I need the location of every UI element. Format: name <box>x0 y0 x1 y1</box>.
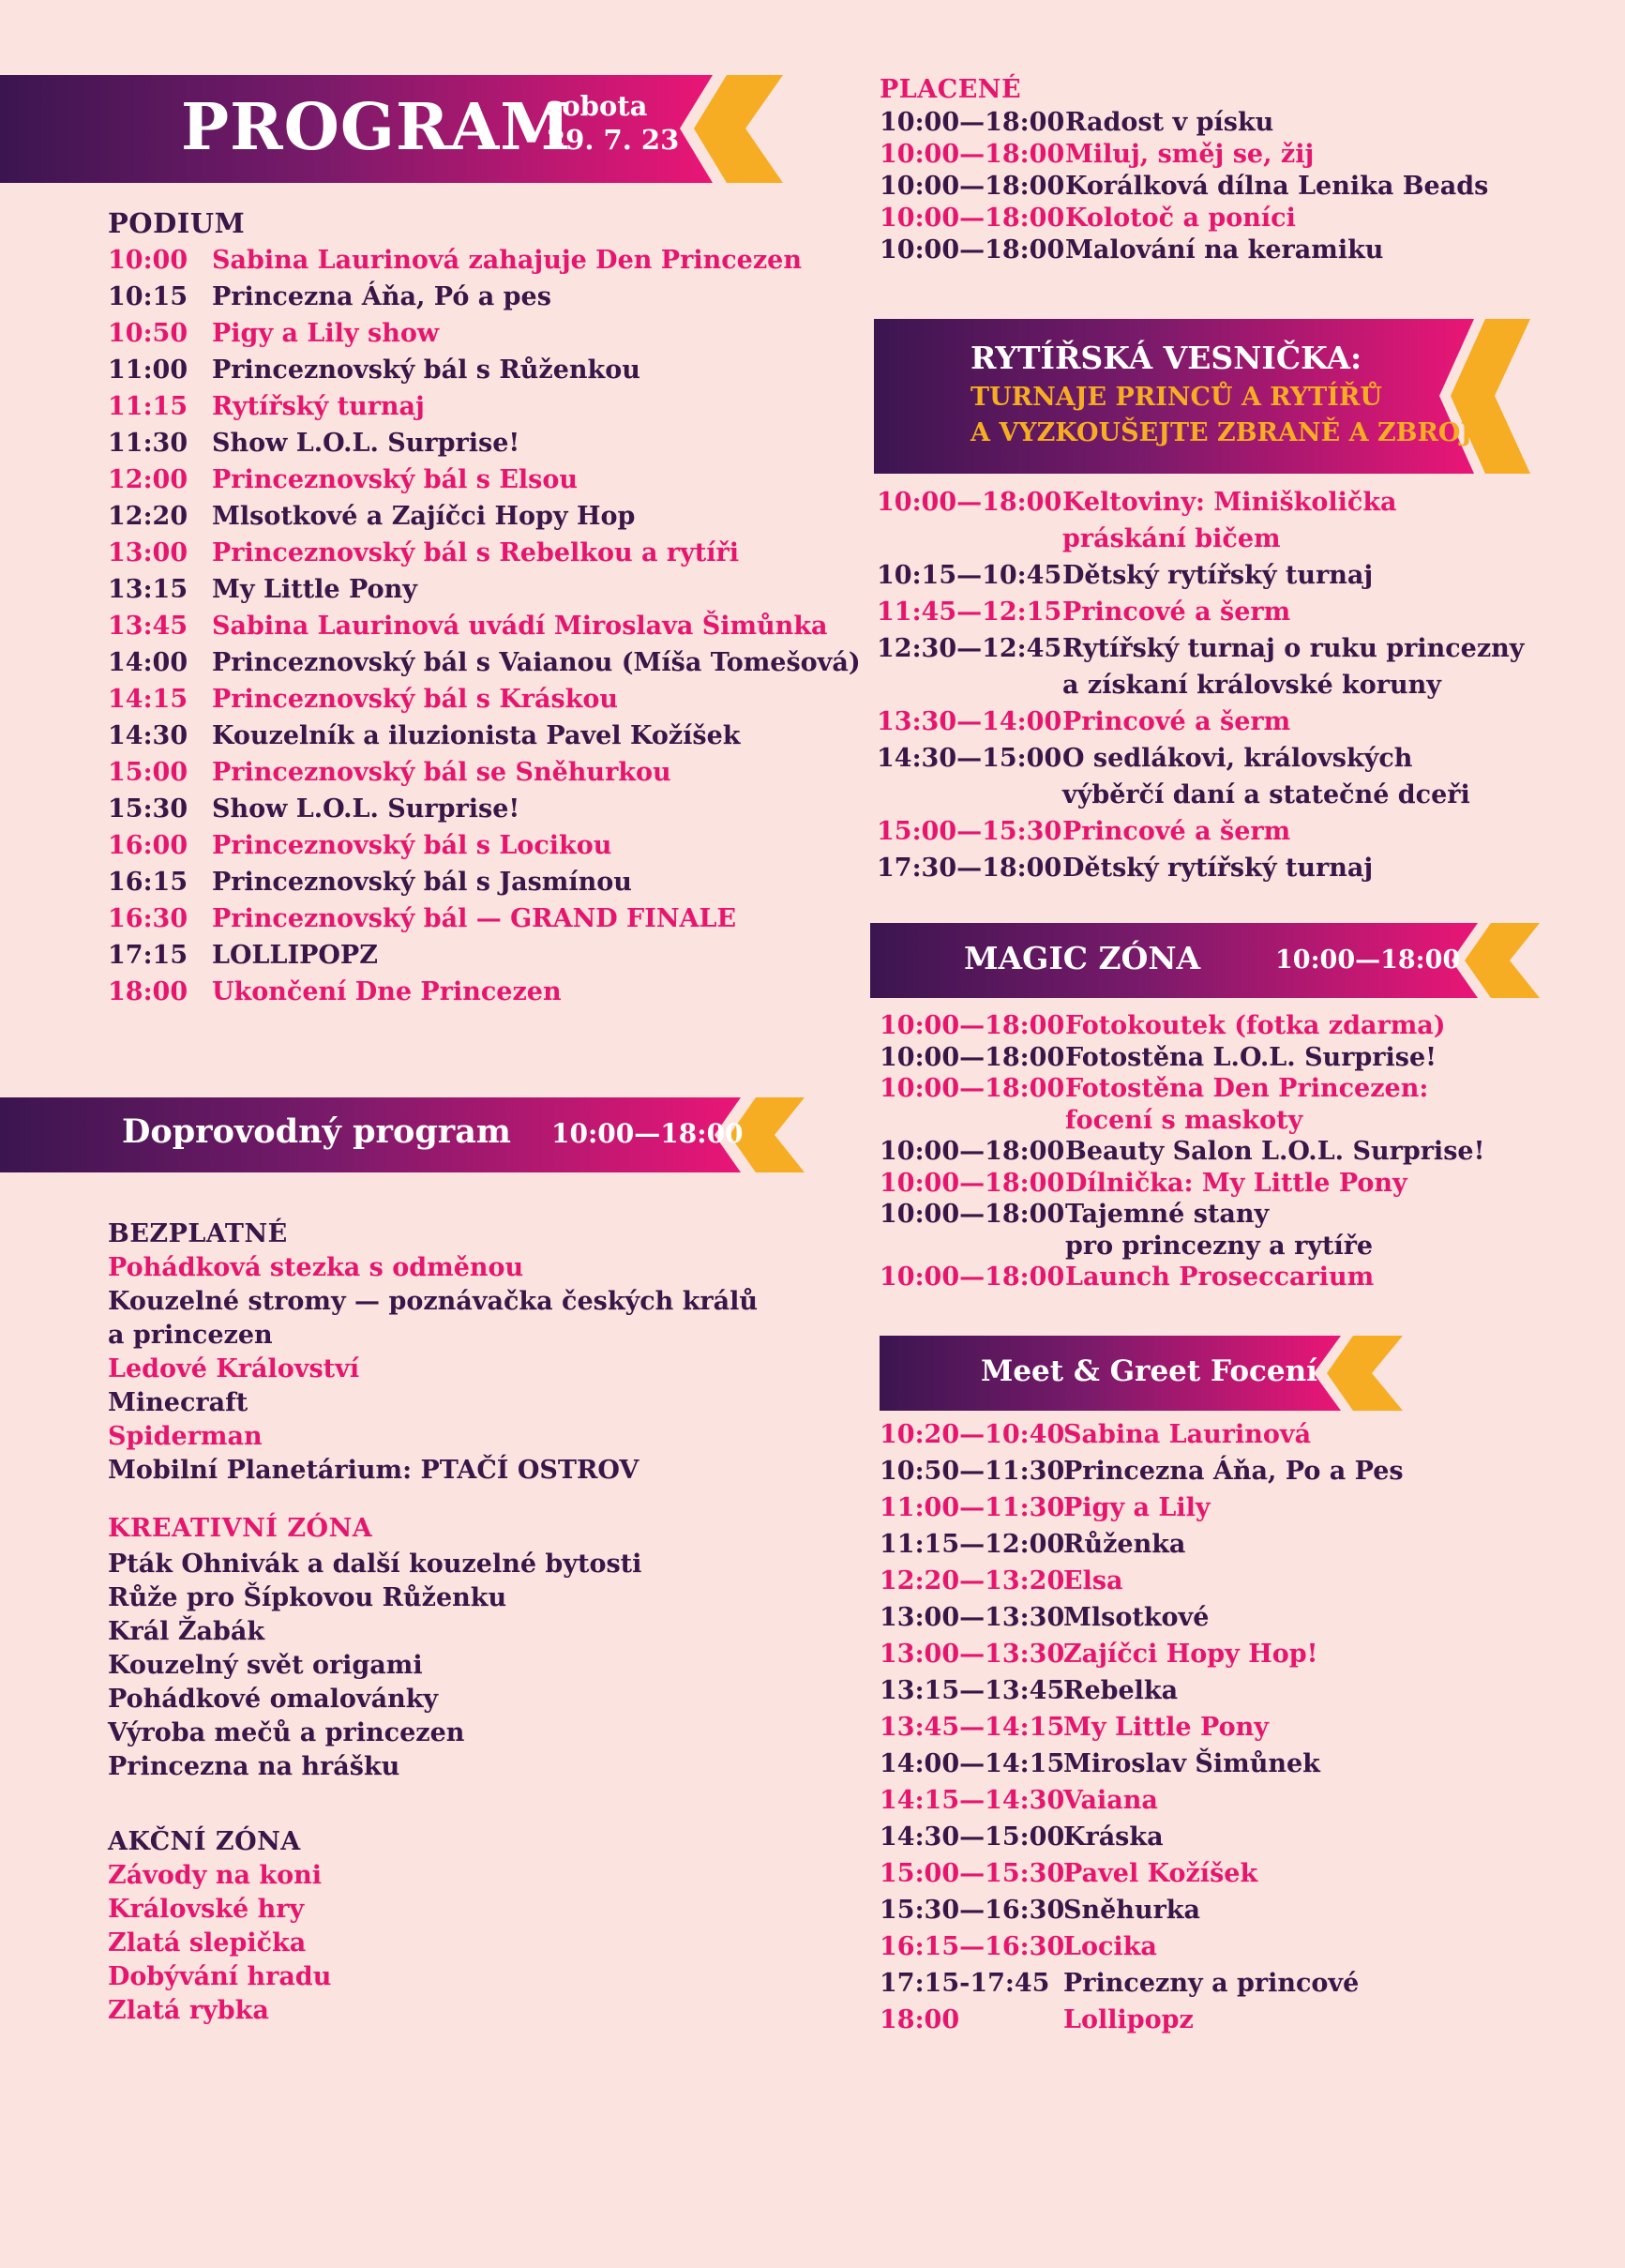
schedule-event: Tajemné stany <box>1065 1200 1270 1229</box>
schedule-row <box>880 1786 1592 1822</box>
schedule-row <box>877 488 1589 561</box>
schedule-row <box>108 904 839 941</box>
schedule-event: O sedlákovi, královských <box>1062 744 1413 773</box>
list-item: Pohádkové omalovánky <box>108 1685 439 1714</box>
meet-banner <box>880 1336 1407 1411</box>
list-item: Zlatá slepička <box>108 1928 307 1958</box>
schedule-time: 14:30—15:00 <box>880 1822 1065 1852</box>
schedule-event: Sabina Laurinová <box>1063 1420 1312 1449</box>
schedule-time: 16:15 <box>108 868 188 897</box>
schedule-event: Launch Proseccarium <box>1065 1263 1375 1292</box>
schedule-event-continued: focení s maskoty <box>1065 1105 1303 1135</box>
schedule-event: Korálková dílna Lenika Beads <box>1065 172 1489 201</box>
schedule-event: Rytířský turnaj <box>212 392 425 421</box>
schedule-row <box>877 707 1589 744</box>
schedule-event: LOLLIPOPZ <box>212 941 378 970</box>
schedule-event: Zajíčci Hopy Hop! <box>1063 1640 1318 1669</box>
schedule-row <box>880 1420 1592 1457</box>
schedule-time: 13:30—14:00 <box>877 707 1062 736</box>
magic-title: MAGIC ZÓNA <box>964 940 1201 976</box>
program-day: sobota <box>547 90 648 122</box>
schedule-row <box>880 1749 1592 1786</box>
schedule-event: Fotostěna L.O.L. Surprise! <box>1065 1042 1437 1072</box>
schedule-event: Princové a šerm <box>1062 817 1291 846</box>
schedule-event: Radost v písku <box>1065 108 1274 137</box>
schedule-time: 18:00 <box>108 977 188 1006</box>
schedule-event: Vaiana <box>1063 1786 1158 1815</box>
schedule-event: Princeznovský bál s Elsou <box>212 465 578 494</box>
schedule-time: 15:00 <box>108 758 188 787</box>
schedule-row <box>880 172 1592 204</box>
list-item: Dobývání hradu <box>108 1962 332 1991</box>
schedule-event: Mlsotkové <box>1063 1603 1210 1632</box>
schedule-time: 10:00—18:00 <box>880 1263 1065 1292</box>
schedule-event: Show L.O.L. Surprise! <box>212 794 520 824</box>
list-item: Minecraft <box>108 1388 248 1417</box>
schedule-event: Fotostěna Den Princezen: <box>1065 1074 1429 1103</box>
schedule-event: Princezna Áňa, Pó a pes <box>212 282 551 311</box>
schedule-time: 11:15—12:00 <box>880 1530 1065 1559</box>
schedule-time: 10:00—18:00 <box>880 1074 1065 1103</box>
schedule-event: Dětský rytířský turnaj <box>1062 561 1374 590</box>
schedule-time: 10:00—18:00 <box>877 488 1062 517</box>
schedule-row <box>108 721 839 758</box>
schedule-event: Princeznovský bál s Rebelkou a rytíři <box>212 538 740 567</box>
schedule-event: Fotokoutek (fotka zdarma) <box>1065 1011 1446 1040</box>
schedule-time: 10:00 <box>108 246 188 275</box>
schedule-event: Princezny a princové <box>1063 1969 1360 1998</box>
schedule-row <box>880 1896 1592 1932</box>
schedule-time: 13:00 <box>108 538 188 567</box>
schedule-event: Dílnička: My Little Pony <box>1065 1168 1407 1198</box>
list-item: Královské hry <box>108 1895 305 1924</box>
schedule-row <box>880 1640 1592 1676</box>
schedule-row <box>108 246 839 282</box>
placene-schedule <box>880 108 1592 267</box>
schedule-time: 13:00—13:30 <box>880 1603 1065 1632</box>
schedule-event: Miluj, směj se, žij <box>1065 140 1315 169</box>
schedule-row <box>880 1169 1592 1201</box>
program-banner <box>0 75 788 183</box>
schedule-event: Locika <box>1063 1932 1157 1961</box>
schedule-event-continued: pro princezny a rytíře <box>1065 1231 1374 1261</box>
schedule-event: Rytířský turnaj o ruku princezny <box>1062 634 1525 663</box>
list-item: Růže pro Šípkovou Růženku <box>108 1583 507 1612</box>
schedule-row <box>877 817 1589 854</box>
schedule-row <box>880 1603 1592 1640</box>
placene-heading: PLACENÉ <box>880 75 1022 104</box>
magic-schedule <box>880 1011 1592 1294</box>
magic-time: 10:00—18:00 <box>1275 945 1461 975</box>
rytirska-schedule <box>877 488 1589 890</box>
podium-schedule <box>108 246 861 1014</box>
schedule-row <box>880 235 1592 267</box>
list-item: Pohádková stezka s odměnou <box>108 1253 524 1282</box>
schedule-time: 15:30—16:30 <box>880 1896 1065 1925</box>
schedule-row <box>108 575 839 612</box>
schedule-time: 10:00—18:00 <box>880 1200 1065 1229</box>
schedule-time: 17:15 <box>108 941 188 970</box>
schedule-row <box>880 108 1592 140</box>
schedule-time: 10:00—18:00 <box>880 108 1065 137</box>
schedule-time: 14:00—14:15 <box>880 1749 1065 1778</box>
schedule-row <box>108 977 839 1014</box>
kreativni-heading: KREATIVNÍ ZÓNA <box>108 1514 373 1543</box>
list-item: Pták Ohnivák a další kouzelné bytosti <box>108 1550 642 1579</box>
schedule-row <box>108 868 839 904</box>
rytirska-title: RYTÍŘSKÁ VESNIČKA: <box>970 340 1362 376</box>
schedule-time: 10:50—11:30 <box>880 1457 1065 1486</box>
schedule-row <box>108 612 839 648</box>
doprovodny-title: Doprovodný program <box>122 1112 511 1151</box>
schedule-event: Ukončení Dne Princezen <box>212 977 562 1006</box>
list-item: Kouzelný svět origami <box>108 1651 423 1680</box>
kreativni-list <box>108 1548 641 1784</box>
list-item: Závody na koni <box>108 1861 322 1890</box>
schedule-event: Princeznovský bál s Kráskou <box>212 685 619 714</box>
rytirska-banner <box>874 319 1533 474</box>
schedule-time: 16:15—16:30 <box>880 1932 1065 1961</box>
schedule-time: 16:30 <box>108 904 188 933</box>
schedule-row <box>880 1530 1592 1566</box>
schedule-row <box>880 1713 1592 1749</box>
schedule-row <box>880 1137 1592 1169</box>
schedule-time: 15:00—15:30 <box>880 1859 1065 1888</box>
schedule-event: Miroslav Šimůnek <box>1063 1749 1320 1778</box>
schedule-event: My Little Pony <box>212 575 417 604</box>
schedule-event: Princové a šerm <box>1062 707 1291 736</box>
schedule-time: 10:50 <box>108 319 188 348</box>
schedule-event: Elsa <box>1063 1566 1123 1595</box>
bezplatne-heading: BEZPLATNÉ <box>108 1219 288 1248</box>
schedule-row <box>880 1074 1592 1137</box>
schedule-row <box>880 1457 1592 1493</box>
schedule-row <box>880 140 1592 172</box>
schedule-row <box>108 465 839 502</box>
schedule-row <box>108 685 839 721</box>
schedule-row <box>880 1263 1592 1294</box>
schedule-time: 15:00—15:30 <box>877 817 1062 846</box>
schedule-event: Princeznovský bál se Sněhurkou <box>212 758 671 787</box>
schedule-event: Sněhurka <box>1063 1896 1200 1925</box>
schedule-time: 10:00—18:00 <box>880 172 1065 201</box>
schedule-event: Princeznovský bál s Jasmínou <box>212 868 632 897</box>
schedule-row <box>108 758 839 794</box>
schedule-time: 10:00—18:00 <box>880 1137 1065 1166</box>
list-item: Výroba mečů a princezen <box>108 1718 465 1747</box>
schedule-event: Princeznovský bál s Růženkou <box>212 355 640 385</box>
schedule-event: Dětský rytířský turnaj <box>1062 854 1374 883</box>
meet-schedule <box>880 1420 1592 2042</box>
schedule-time: 11:45—12:15 <box>877 597 1062 627</box>
schedule-event: Kolotoč a poníci <box>1065 204 1296 233</box>
schedule-time: 14:00 <box>108 648 188 677</box>
list-item: Princezna na hrášku <box>108 1752 400 1781</box>
list-item: Kouzelné stromy — poznávačka českých králů <box>108 1287 759 1316</box>
schedule-row <box>877 561 1589 597</box>
schedule-row <box>880 1969 1592 2005</box>
schedule-row <box>877 634 1589 707</box>
schedule-time: 10:15 <box>108 282 188 311</box>
schedule-row <box>877 854 1589 890</box>
schedule-time: 11:00—11:30 <box>880 1493 1065 1522</box>
schedule-event-continued: práskání bičem <box>1062 524 1281 553</box>
schedule-time: 12:00 <box>108 465 188 494</box>
schedule-event: Princezna Áňa, Po a Pes <box>1063 1457 1404 1486</box>
schedule-row <box>108 502 839 538</box>
schedule-event: My Little Pony <box>1063 1713 1269 1742</box>
schedule-row <box>880 204 1592 235</box>
schedule-row <box>108 831 839 868</box>
schedule-time: 13:15—13:45 <box>880 1676 1065 1705</box>
schedule-row <box>108 429 839 465</box>
schedule-row <box>108 319 839 355</box>
schedule-time: 13:15 <box>108 575 188 604</box>
list-item: Král Žabák <box>108 1617 265 1646</box>
podium-heading: PODIUM <box>108 207 246 239</box>
schedule-time: 17:30—18:00 <box>877 854 1062 883</box>
schedule-time: 11:00 <box>108 355 188 385</box>
schedule-event: Pigy a Lily show <box>212 319 440 348</box>
schedule-event: Pavel Kožíšek <box>1063 1859 1258 1888</box>
rytirska-subtitle-2: A VYZKOUŠEJTE ZBRANĚ A ZBROJ <box>970 418 1473 447</box>
schedule-time: 13:45 <box>108 612 188 641</box>
schedule-time: 11:30 <box>108 429 188 458</box>
list-item: a princezen <box>108 1321 273 1350</box>
schedule-row <box>877 597 1589 634</box>
schedule-row <box>880 2005 1592 2042</box>
schedule-event: Keltoviny: Miniškolička <box>1062 488 1397 517</box>
schedule-event: Malování na keramiku <box>1065 235 1384 265</box>
schedule-row <box>880 1932 1592 1969</box>
schedule-event: Show L.O.L. Surprise! <box>212 429 520 458</box>
schedule-row <box>108 941 839 977</box>
schedule-time: 10:20—10:40 <box>880 1420 1065 1449</box>
schedule-row <box>877 744 1589 817</box>
list-item: Spiderman <box>108 1422 263 1451</box>
schedule-event: Kráska <box>1063 1822 1164 1852</box>
schedule-event-continued: výběrčí daní a statečné dceři <box>1062 780 1470 809</box>
schedule-row <box>880 1493 1592 1530</box>
schedule-time: 10:00—18:00 <box>880 1042 1065 1072</box>
schedule-event: Lollipopz <box>1063 2005 1194 2034</box>
bezplatne-list <box>108 1251 758 1488</box>
schedule-time: 14:15—14:30 <box>880 1786 1065 1815</box>
schedule-event: Růženka <box>1063 1530 1186 1559</box>
meet-title: Meet & Greet Focení <box>981 1354 1317 1388</box>
schedule-time: 10:00—18:00 <box>880 235 1065 265</box>
schedule-row <box>108 355 839 392</box>
schedule-row <box>108 282 839 319</box>
schedule-time: 11:15 <box>108 392 188 421</box>
doprovodny-banner <box>0 1097 808 1172</box>
schedule-row <box>108 794 839 831</box>
program-title: PROGRAM <box>181 90 572 165</box>
list-item: Ledové Království <box>108 1354 360 1383</box>
schedule-event: Rebelka <box>1063 1676 1179 1705</box>
schedule-time: 15:30 <box>108 794 188 824</box>
schedule-time: 13:00—13:30 <box>880 1640 1065 1669</box>
schedule-event: Mlsotkové a Zajíčci Hopy Hop <box>212 502 636 531</box>
schedule-event: Sabina Laurinová zahajuje Den Princezen <box>212 246 802 275</box>
schedule-event: Princové a šerm <box>1062 597 1291 627</box>
schedule-row <box>880 1822 1592 1859</box>
schedule-time: 12:20—13:20 <box>880 1566 1065 1595</box>
schedule-event: Sabina Laurinová uvádí Miroslava Šimůnka <box>212 612 828 641</box>
schedule-event-continued: a získaní královské koruny <box>1062 671 1441 700</box>
schedule-row <box>880 1566 1592 1603</box>
schedule-time: 13:45—14:15 <box>880 1713 1065 1742</box>
schedule-row <box>880 1859 1592 1896</box>
schedule-row <box>880 1043 1592 1075</box>
schedule-time: 14:30—15:00 <box>877 744 1062 773</box>
schedule-row <box>880 1011 1592 1043</box>
list-item: Zlatá rybka <box>108 1996 269 2025</box>
schedule-row <box>108 538 839 575</box>
schedule-time: 10:00—18:00 <box>880 1011 1065 1040</box>
schedule-event: Princeznovský bál s Locikou <box>212 831 612 860</box>
schedule-event: Princeznovský bál — GRAND FINALE <box>212 904 737 933</box>
schedule-time: 12:20 <box>108 502 188 531</box>
schedule-row <box>880 1676 1592 1713</box>
schedule-time: 18:00 <box>880 2005 960 2034</box>
akcni-list <box>108 1859 331 2028</box>
schedule-row <box>108 392 839 429</box>
schedule-row <box>880 1200 1592 1263</box>
schedule-time: 14:15 <box>108 685 188 714</box>
schedule-event: Kouzelník a iluzionista Pavel Kožíšek <box>212 721 741 750</box>
schedule-time: 17:15-17:45 <box>880 1969 1050 1998</box>
schedule-event: Princeznovský bál s Vaianou (Míša Tomešová) <box>212 648 861 677</box>
list-item: Mobilní Planetárium: PTAČÍ OSTROV <box>108 1456 639 1485</box>
schedule-time: 16:00 <box>108 831 188 860</box>
schedule-event: Pigy a Lily <box>1063 1493 1211 1522</box>
schedule-time: 10:00—18:00 <box>880 140 1065 169</box>
schedule-time: 14:30 <box>108 721 188 750</box>
schedule-row <box>108 648 861 685</box>
program-date: 29. 7. 23 <box>547 124 680 156</box>
schedule-event: Beauty Salon L.O.L. Surprise! <box>1065 1137 1485 1166</box>
akcni-heading: AKČNÍ ZÓNA <box>108 1827 301 1856</box>
schedule-time: 10:00—18:00 <box>880 1168 1065 1198</box>
schedule-time: 10:00—18:00 <box>880 204 1065 233</box>
rytirska-subtitle-1: TURNAJE PRINCŮ A RYTÍŘŮ <box>970 383 1382 412</box>
magic-banner <box>870 923 1543 998</box>
doprovodny-time: 10:00—18:00 <box>551 1118 744 1149</box>
schedule-time: 12:30—12:45 <box>877 634 1062 663</box>
schedule-time: 10:15—10:45 <box>877 561 1062 590</box>
